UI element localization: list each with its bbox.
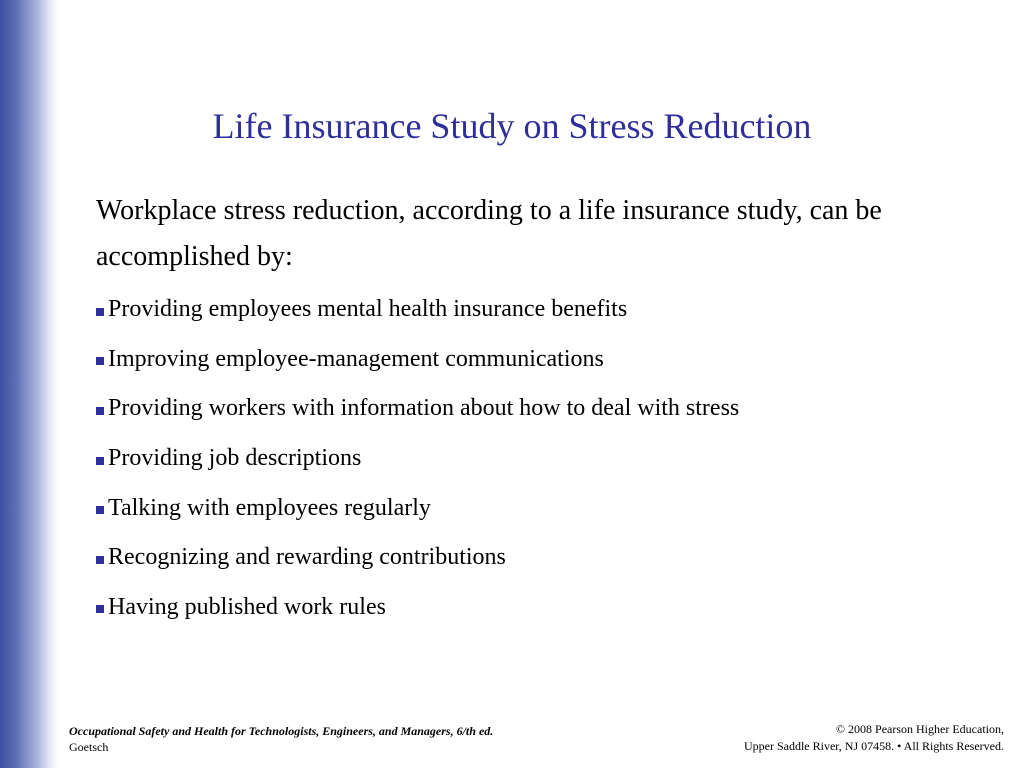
copyright-line-1: © 2008 Pearson Higher Education, <box>835 722 1004 736</box>
square-bullet-icon <box>96 556 104 564</box>
footer-citation <box>69 723 493 755</box>
square-bullet-icon <box>96 357 104 365</box>
bullet-text: Providing employees mental health insurance benefits <box>108 296 628 323</box>
bullet-item <box>96 335 739 385</box>
copyright-line-2: Upper Saddle River, NJ 07458. • All Rights Reserved. <box>743 739 1004 753</box>
bullet-item <box>96 384 739 434</box>
intro-text: Workplace stress reduction, according to a life insurance study, can be accomplished by: <box>96 195 882 272</box>
bullet-item <box>96 583 739 633</box>
square-bullet-icon <box>96 308 104 316</box>
square-bullet-icon <box>96 506 104 514</box>
footer-author: Goetsch <box>69 740 109 754</box>
bullet-text: Providing job descriptions <box>108 445 362 472</box>
bullet-item <box>96 434 739 484</box>
bullet-list <box>96 285 739 632</box>
footer-book-title: Occupational Safety and Health for Technologists, Engineers, and Managers, 6/th ed. <box>69 724 494 738</box>
footer-copyright <box>744 721 1004 755</box>
bullet-item <box>96 483 739 533</box>
square-bullet-icon <box>96 457 104 465</box>
bullet-text: Recognizing and rewarding contributions <box>108 544 506 571</box>
bullet-text: Having published work rules <box>108 593 386 620</box>
slide-title: Life Insurance Study on Stress Reduction <box>212 106 812 146</box>
bullet-text: Improving employee-management communications <box>108 345 604 372</box>
bullet-item <box>96 285 739 335</box>
bullet-item <box>96 533 739 583</box>
bullet-text: Providing workers with information about how to deal with stress <box>108 395 740 422</box>
bullet-text: Talking with employees regularly <box>108 494 431 521</box>
square-bullet-icon <box>96 605 104 613</box>
square-bullet-icon <box>96 407 104 415</box>
